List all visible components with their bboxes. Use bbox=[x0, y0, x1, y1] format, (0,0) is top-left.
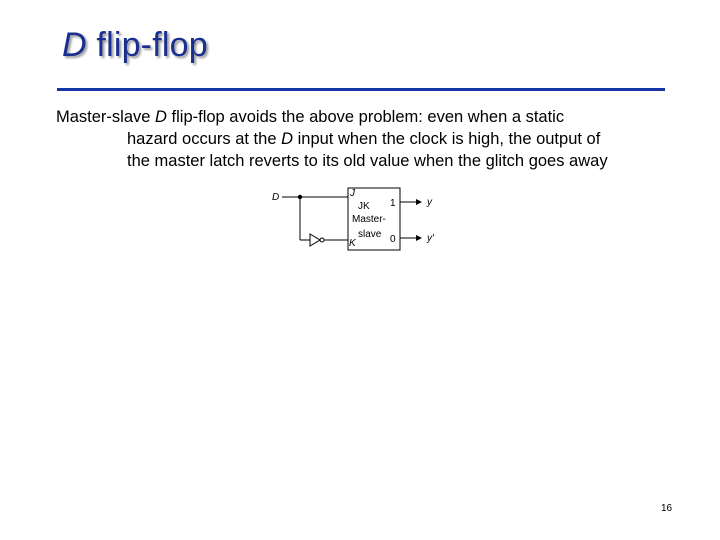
slide-title bbox=[62, 26, 208, 65]
paragraph-line-2 bbox=[56, 128, 696, 150]
line1-pre: Master-slave bbox=[56, 108, 156, 126]
title-italic-d: D bbox=[62, 26, 87, 64]
qbar-pin-label: 0 bbox=[390, 234, 396, 245]
line2-pre: hazard occurs at the bbox=[127, 130, 282, 148]
line2-post: input when the clock is high, the output of bbox=[293, 130, 601, 148]
title-underline bbox=[57, 88, 665, 91]
y-output-arrow bbox=[416, 199, 422, 205]
junction-dot bbox=[298, 195, 302, 199]
ybar-output-arrow bbox=[416, 235, 422, 241]
d-input-label: D bbox=[272, 192, 280, 203]
j-pin-label: J bbox=[350, 188, 355, 199]
master-slave-flipflop-diagram bbox=[262, 180, 462, 260]
box-label-master: Master- bbox=[352, 214, 386, 225]
box-label-slave: slave bbox=[358, 229, 382, 240]
paragraph-line-3: the master latch reverts to its old value when the glitch goes away bbox=[127, 152, 608, 170]
q-pin-label: 1 bbox=[390, 198, 396, 209]
line2-italic: D bbox=[281, 130, 294, 148]
page-number: 16 bbox=[661, 503, 673, 514]
title-rest: flip-flop bbox=[96, 26, 208, 64]
k-pin-label: K bbox=[349, 238, 356, 249]
line1-italic: D bbox=[155, 108, 167, 126]
y-output-label: y bbox=[427, 197, 432, 208]
body-paragraph bbox=[56, 106, 696, 172]
ybar-output-label: y′ bbox=[427, 233, 434, 244]
box-label-jk: JK bbox=[358, 201, 370, 212]
paragraph-line-1 bbox=[56, 106, 696, 128]
line1-post: flip-flop avoids the above problem: even when a static bbox=[166, 108, 565, 126]
inverter-gate bbox=[310, 234, 320, 246]
